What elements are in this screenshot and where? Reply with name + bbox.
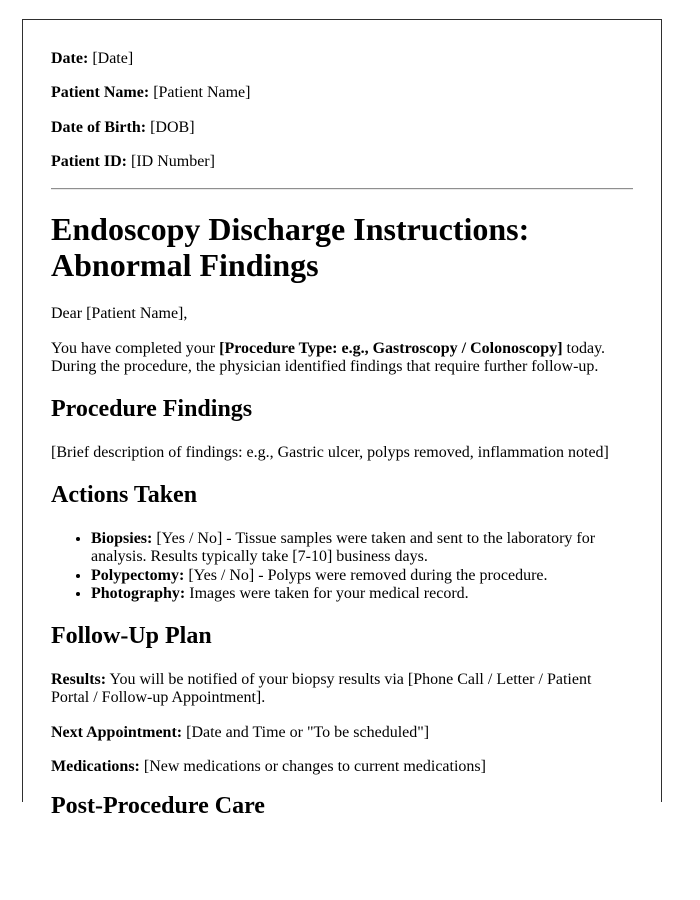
heading-follow-up-plan: Follow-Up Plan xyxy=(51,623,212,650)
bullet-biopsies-text: [Yes / No] - Tissue samples were taken and sent to the laboratory for analysis. Results typically take [7-10] business days. xyxy=(91,529,596,566)
field-patient-name-label: Patient Name: xyxy=(51,84,150,102)
field-patient-name-value: [Patient Name] xyxy=(153,84,251,102)
intro-paragraph xyxy=(51,340,633,377)
field-date xyxy=(51,50,633,68)
bullet-photography-label: Photography: xyxy=(91,585,186,603)
follow-up-medications xyxy=(51,758,633,776)
bullet-polypectomy-label: Polypectomy: xyxy=(91,566,185,584)
heading-procedure-findings: Procedure Findings xyxy=(51,396,253,423)
heading-post-procedure-care: Post-Procedure Care xyxy=(51,792,265,819)
field-date-of-birth-label: Date of Birth: xyxy=(51,118,147,136)
follow-up-next-appointment-label: Next Appointment: xyxy=(51,723,183,741)
bullet-photography xyxy=(91,585,633,603)
salutation: Dear [Patient Name], xyxy=(51,305,188,323)
follow-up-medications-label: Medications: xyxy=(51,758,140,776)
bullet-biopsies-label: Biopsies: xyxy=(91,529,153,547)
follow-up-medications-text: [New medications or changes to current medications] xyxy=(139,758,486,776)
procedure-findings-body: [Brief description of findings: e.g., Gastric ulcer, polyps removed, inflammation noted] xyxy=(51,443,609,461)
follow-up-next-appointment-text: [Date and Time or "To be scheduled"] xyxy=(182,723,430,741)
procedure-type-placeholder: [Procedure Type: e.g., Gastroscopy / Colonoscopy] xyxy=(219,339,563,357)
field-date-value: [Date] xyxy=(92,50,134,67)
field-date-label: Date: xyxy=(51,50,89,67)
bullet-polypectomy-text: [Yes / No] - Polyps were removed during the procedure. xyxy=(184,566,548,584)
follow-up-next-appointment xyxy=(51,724,633,742)
bullet-photography-text: Images were taken for your medical record. xyxy=(185,585,469,603)
field-date-of-birth xyxy=(51,119,633,137)
field-patient-id-value: [ID Number] xyxy=(130,153,215,171)
bullet-biopsies xyxy=(91,530,633,567)
follow-up-results-text: You will be notified of your biopsy results via [Phone Call / Letter / Patient Portal / Follow-up Appointment]. xyxy=(51,671,592,707)
intro-text-after: today. During the procedure, the physician identified findings that require further follow-up. xyxy=(51,339,606,375)
field-patient-id xyxy=(51,153,633,171)
actions-taken-list xyxy=(51,530,633,604)
document-page xyxy=(22,19,662,819)
follow-up-results xyxy=(51,671,633,708)
heading-actions-taken: Actions Taken xyxy=(51,482,198,509)
divider-rule xyxy=(51,188,633,190)
intro-text-before: You have completed your xyxy=(51,339,220,357)
field-date-of-birth-value: [DOB] xyxy=(150,118,195,136)
follow-up-results-label: Results: xyxy=(51,671,107,689)
field-patient-id-label: Patient ID: xyxy=(51,153,127,171)
field-patient-name xyxy=(51,84,633,102)
bullet-polypectomy xyxy=(91,567,633,585)
page-title: Endoscopy Discharge Instructions: Abnormal Findings xyxy=(51,210,530,284)
